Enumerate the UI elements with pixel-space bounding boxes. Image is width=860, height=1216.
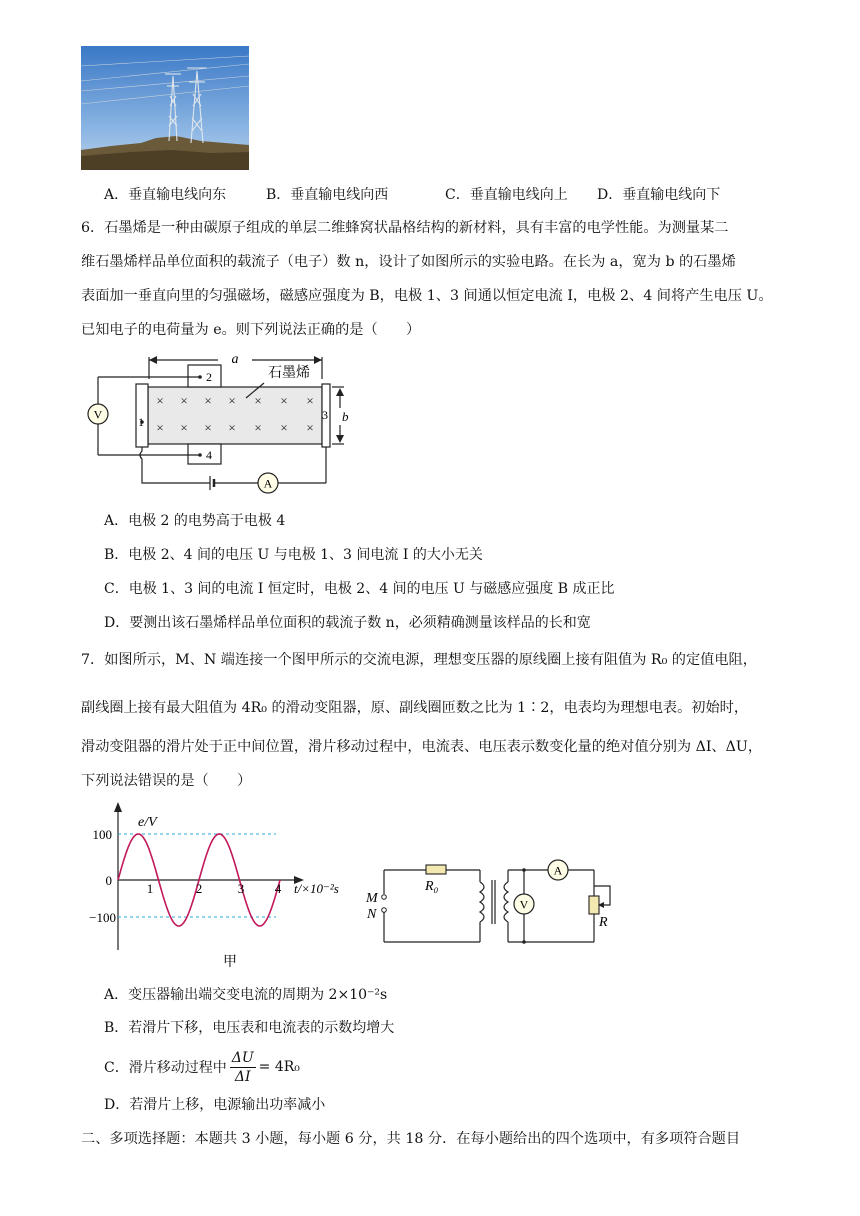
svg-text:×: × [180, 393, 188, 408]
y-tick-0: 0 [105, 873, 112, 888]
q6-option-a: A．电极 2 的电势高于电极 4 [104, 513, 286, 529]
q6-option-c: C．电极 1、3 间的电流 I 恒定时，电极 2、4 间的电压 U 与磁感应强度 B 成正比 [104, 581, 615, 597]
svg-text:×: × [306, 420, 314, 435]
r0-label: R₀ [425, 879, 439, 894]
q6-stem-line-3: 表面加一垂直向里的匀强磁场，磁感应强度为 B，电极 1、3 间通以恒定电流 I，电极 2、4 间将产生电压 U。 [81, 288, 773, 304]
x-tick-4: 4 [274, 881, 282, 896]
section-2-heading: 二、多项选择题：本题共 3 小题，每小题 6 分，共 18 分．在每小题给出的四个选项中，有多项符合题目 [81, 1131, 741, 1147]
svg-text:×: × [180, 420, 188, 435]
q5-option-c: C．垂直输电线向上 [445, 187, 568, 203]
fraction-numerator: ΔU [231, 1049, 254, 1066]
q6-stem-line-2: 维石墨烯样品单位面积的载流子（电子）数 n，设计了如图所示的实验电路。在长为 a，宽为 b 的石墨烯 [81, 254, 736, 270]
svg-text:×: × [204, 420, 212, 435]
q6-stem-line-1: 6．石墨烯是一种由碳原子组成的单层二维蜂窝状晶格结构的新材料，具有丰富的电学性能。为测量某二 [81, 220, 729, 236]
svg-text:×: × [228, 420, 236, 435]
q7-stem-line-2: 副线圈上接有最大阻值为 4R₀ 的滑动变阻器，原、副线圈匝数之比为 1∶2，电表均为理想电表。初始时， [81, 700, 749, 716]
q5-option-a: A．垂直输电线向东 [104, 187, 227, 203]
r-label: R [599, 915, 608, 930]
graph-x-axis-label: t/×10⁻²s [294, 881, 339, 896]
svg-text:×: × [254, 393, 262, 408]
q7-option-c-prefix: C．滑片移动过程中 [104, 1060, 227, 1076]
svg-text:×: × [156, 420, 164, 435]
graphene-label: 石墨烯 [268, 366, 310, 381]
terminal-m-label: M [366, 891, 378, 906]
q7-stem-line-3: 滑动变阻器的滑片处于正中间位置，滑片移动过程中，电流表、电压表示数变化量的绝对值分别为 ΔI、ΔU， [81, 739, 763, 755]
q6-option-d: D．要测出该石墨烯样品单位面积的载流子数 n，必须精确测量该样品的长和宽 [104, 615, 591, 631]
rheostat [589, 896, 599, 914]
transformer-circuit-diagram [362, 852, 622, 952]
y-tick-minus-100: −100 [89, 910, 116, 925]
q7-option-c-suffix: = 4R₀ [258, 1059, 300, 1075]
graph-caption: 甲 [223, 955, 237, 970]
x-tick-2: 2 [195, 881, 203, 896]
svg-text:×: × [280, 393, 288, 408]
voltmeter-label: V [93, 407, 103, 422]
q6-stem-line-4: 已知电子的电荷量为 e。则下列说法正确的是（ ） [81, 322, 421, 338]
svg-text:×: × [204, 393, 212, 408]
x-tick-3: 3 [237, 881, 245, 896]
graphene-circuit-diagram [86, 343, 366, 498]
fraction-denominator: ΔI [234, 1068, 251, 1085]
dimension-b-label: b [342, 409, 349, 424]
fraction [230, 1049, 256, 1086]
svg-text:×: × [306, 393, 314, 408]
q6-option-b: B．电极 2、4 间的电压 U 与电极 1、3 间电流 I 的大小无关 [104, 547, 483, 563]
transmission-tower-photo [81, 46, 249, 170]
graph-y-axis-label: e/V [138, 815, 157, 830]
r0-resistor [426, 865, 446, 874]
q7-stem-line-4: 下列说法错误的是（ ） [81, 773, 252, 789]
svg-text:×: × [254, 420, 262, 435]
q5-option-b: B．垂直输电线向西 [266, 187, 389, 203]
svg-text:×: × [280, 420, 288, 435]
terminal-n-label: N [367, 907, 377, 922]
q7-option-c [104, 1046, 300, 1088]
transformer-ammeter-label: A [553, 863, 563, 878]
q7-option-b: B．若滑片下移，电压表和电流表的示数均增大 [104, 1020, 395, 1036]
q7-option-d: D．若滑片上移，电源输出功率减小 [104, 1097, 326, 1113]
electrode-4-label: 4 [206, 448, 212, 462]
q7-option-a: A．变压器输出端交变电流的周期为 2×10⁻²s [104, 987, 388, 1003]
dimension-a-label: a [231, 352, 239, 367]
transformer-voltmeter-label: V [519, 897, 529, 912]
emf-time-graph [78, 800, 363, 972]
electrode-3-label: 3 [322, 408, 328, 422]
y-tick-100: 100 [92, 827, 112, 842]
q5-option-d: D．垂直输电线向下 [597, 187, 721, 203]
svg-text:×: × [156, 393, 164, 408]
q7-stem-line-1: 7．如图所示，M、N 端连接一个图甲所示的交流电源，理想变压器的原线圈上接有阻值为 R₀ 的定值电阻， [81, 652, 757, 668]
electrode-2-label: 2 [206, 370, 212, 384]
x-tick-1: 1 [146, 881, 154, 896]
svg-text:×: × [228, 393, 236, 408]
ammeter-label: A [263, 476, 273, 491]
electrode-1-label: 1 [138, 415, 144, 429]
